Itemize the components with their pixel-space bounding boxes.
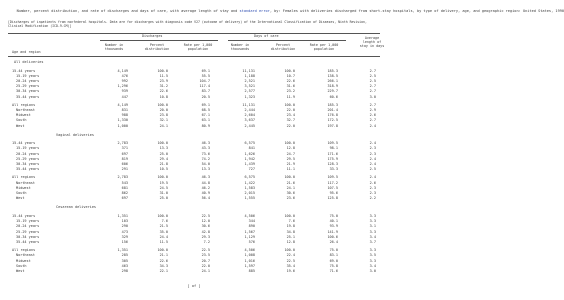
table-cell-alos: 2.7	[369, 68, 376, 73]
row-label: South	[16, 191, 27, 195]
row-label: 15-19 years	[16, 219, 40, 224]
table-cell-alos: 3.3	[369, 219, 376, 224]
table-cell-d-rate: 40.9	[201, 191, 210, 195]
discharges-group-header: Discharges	[142, 34, 163, 38]
table-cell-d-pct: 24.1	[159, 123, 168, 128]
table-cell-c-num: 1,016	[244, 258, 255, 263]
table-cell-c-rate: 83.1	[329, 253, 338, 258]
table-cell-c-num: 1,626	[244, 151, 255, 156]
table-cell-c-rate: 266.1	[327, 78, 338, 83]
table-cell-d-num: 329	[121, 234, 128, 239]
table-cell-c-rate: 107.5	[327, 185, 338, 190]
row-label: South	[16, 118, 27, 123]
table-cell-c-rate: 175.9	[327, 156, 338, 161]
table-cell-alos: 2.5	[369, 73, 376, 78]
row-label: Northeast	[16, 253, 35, 258]
row-label: 15-19 years	[16, 146, 40, 151]
row-label: West	[16, 196, 25, 201]
row-label: 35-44 years	[16, 239, 40, 244]
table-cell-d-pct: 100.0	[157, 141, 168, 146]
row-label: Northeast	[16, 180, 35, 185]
table-cell-d-num: 681	[121, 185, 128, 190]
table-cell-c-num: 576	[248, 239, 255, 244]
days-of-care-group-header: Days of care	[254, 34, 279, 38]
table-cell-alos: 2.7	[369, 89, 376, 94]
row-label: 20-24 years	[16, 78, 40, 83]
row-label: 15-44 years	[12, 68, 36, 73]
table-cell-d-num: 1,351	[117, 213, 128, 218]
table-cell-c-pct: 100.0	[284, 175, 295, 180]
table-cell-d-pct: 100.0	[157, 102, 168, 107]
table-cell-d-pct: 24.4	[159, 234, 168, 239]
table-cell-alos: 2.3	[369, 151, 376, 156]
table-cell-d-num: 543	[121, 180, 128, 185]
table-cell-c-pct: 12.8	[286, 239, 295, 244]
table-cell-c-pct: 24.7	[286, 151, 295, 156]
table-cell-d-num: 290	[121, 224, 128, 229]
table-cell-c-pct: 22.0	[286, 123, 295, 128]
table-cell-c-pct: 100.0	[284, 248, 295, 253]
table-cell-c-pct: 23.6	[286, 196, 295, 201]
table-cell-d-num: 992	[121, 78, 128, 83]
table-cell-d-num: 697	[121, 151, 128, 156]
table-cell-c-pct: 29.5	[286, 156, 295, 161]
table-cell-c-num: 1,129	[244, 234, 255, 239]
days-percent-header: Percent distribution	[270, 43, 296, 51]
table-cell-c-rate: 128.3	[327, 162, 338, 166]
table-cell-alos: 2.6	[369, 113, 376, 118]
days-number-header: Number in thousands	[230, 43, 250, 51]
table-cell-c-num: 1,597	[244, 263, 255, 268]
table-cell-c-rate: 201.4	[327, 107, 338, 112]
table-cell-c-rate: 60.6	[329, 94, 338, 99]
row-label: Midwest	[16, 113, 31, 118]
table-cell-c-rate: 109.5	[327, 175, 338, 180]
table-cell-d-rate: 80.9	[201, 123, 210, 128]
row-label: All regions	[12, 175, 36, 180]
table-cell-c-num: 344	[248, 219, 255, 224]
table-cell-alos: 2.4	[369, 156, 376, 161]
title-suffix: , by: Females with deliveries discharged from short-stay hospitals, by type of delivery, age, and geographic region: United States, 1990	[269, 8, 564, 13]
table-cell-alos: 3.0	[369, 94, 376, 99]
table-cell-d-pct: 10.5	[159, 167, 168, 172]
table-cell-alos: 2.4	[369, 123, 376, 128]
table-cell-d-num: 1,351	[117, 248, 128, 253]
discharges-group-rule	[100, 40, 218, 41]
table-cell-c-num: 841	[248, 146, 255, 151]
row-label: 25-29 years	[16, 84, 40, 89]
table-cell-c-pct: 35.4	[286, 263, 295, 268]
table-cell-c-num: 11,131	[242, 102, 255, 107]
table-cell-d-pct: 20.0	[159, 107, 168, 112]
table-cell-c-num: 2,521	[244, 78, 255, 83]
table-cell-d-pct: 100.0	[157, 213, 168, 218]
table-cell-c-rate: 229.7	[327, 89, 338, 94]
row-label: 20-24 years	[16, 151, 40, 156]
table-cell-c-rate: 100.6	[327, 234, 338, 239]
table-cell-d-rate: 22.5	[201, 248, 210, 253]
table-cell-d-pct: 32.1	[159, 118, 168, 123]
table-cell-d-pct: 22.6	[159, 89, 168, 94]
table-cell-alos: 3.0	[369, 268, 376, 273]
table-cell-d-num: 988	[121, 113, 128, 118]
table-title	[8, 6, 564, 17]
row-label: 20-24 years	[16, 224, 40, 229]
table-cell-c-pct: 25.1	[286, 234, 295, 239]
table-cell-alos: 2.4	[369, 162, 376, 166]
table-cell-alos: 3.3	[369, 248, 376, 253]
table-cell-c-pct: 34.8	[286, 229, 295, 234]
table-cell-c-num: 2,015	[244, 191, 255, 195]
page-footer: [ of ]	[187, 284, 201, 288]
table-cell-d-num: 291	[121, 167, 128, 172]
table-cell-c-pct: 11.9	[286, 94, 295, 99]
table-cell-d-rate: 117.4	[199, 84, 210, 89]
table-cell-d-rate: 74.2	[201, 156, 210, 161]
table-cell-alos: 2.3	[369, 191, 376, 195]
table-cell-d-rate: 24.1	[201, 268, 210, 273]
section-title: All deliveries	[14, 60, 44, 64]
table-cell-d-pct: 24.5	[159, 185, 168, 190]
table-cell-d-rate: 46.3	[201, 141, 210, 146]
table-cell-d-rate: 7.2	[203, 239, 210, 244]
table-cell-c-rate: 95.6	[329, 191, 338, 195]
table-cell-d-rate: 29.3	[201, 234, 210, 239]
table-cell-d-pct: 34.3	[159, 263, 168, 268]
table-cell-d-pct: 21.8	[159, 162, 168, 166]
table-cell-c-pct: 11.1	[286, 167, 295, 172]
table-cell-c-num: 3,637	[244, 118, 255, 123]
table-cell-alos: 3.4	[369, 234, 376, 239]
table-cell-d-rate: 55.5	[201, 73, 210, 78]
table-cell-d-num: 371	[121, 146, 128, 151]
table-cell-d-rate: 30.6	[201, 224, 210, 229]
table-cell-c-num: 2,604	[244, 113, 255, 118]
table-cell-c-rate: 75.0	[329, 248, 338, 253]
table-cell-c-pct: 23.2	[286, 89, 295, 94]
row-label: 35-44 years	[16, 94, 40, 99]
table-cell-d-rate: 22.0	[201, 263, 210, 268]
table-cell-d-num: 103	[121, 219, 128, 224]
table-cell-d-pct: 19.5	[159, 180, 168, 185]
table-cell-c-num: 6,575	[244, 141, 255, 146]
table-cell-alos: 2.7	[369, 84, 376, 89]
table-cell-d-num: 606	[121, 162, 128, 166]
table-cell-d-rate: 23.5	[201, 253, 210, 258]
table-cell-d-rate: 83.7	[201, 89, 210, 94]
table-cell-c-pct: 22.5	[286, 258, 295, 263]
table-cell-d-pct: 21.5	[159, 224, 168, 229]
row-label: 15-44 years	[12, 213, 36, 218]
table-cell-d-rate: 67.1	[201, 113, 210, 118]
table-cell-c-pct: 21.9	[286, 162, 295, 166]
table-cell-c-rate: 75.0	[329, 213, 338, 218]
table-cell-d-rate: 46.2	[201, 185, 210, 190]
table-cell-c-num: 11,131	[242, 68, 255, 73]
row-label: South	[16, 263, 27, 268]
table-cell-c-num: 6,575	[244, 175, 255, 180]
table-cell-c-rate: 26.4	[329, 239, 338, 244]
table-cell-d-num: 1,296	[117, 84, 128, 89]
table-cell-d-num: 939	[121, 89, 128, 94]
discharges-rate-header: Rate per 1,000 population	[183, 43, 213, 51]
table-cell-c-pct: 100.0	[284, 213, 295, 218]
table-cell-d-rate: 44.8	[201, 180, 210, 185]
table-cell-d-num: 4,149	[117, 102, 128, 107]
table-cell-d-num: 298	[121, 268, 128, 273]
table-cell-c-pct: 21.6	[286, 180, 295, 185]
table-cell-alos: 2.9	[369, 107, 376, 112]
table-cell-d-pct: 11.5	[159, 73, 168, 78]
table-cell-alos: 3.4	[369, 263, 376, 268]
table-cell-alos: 2.5	[369, 167, 376, 172]
row-label: Midwest	[16, 185, 31, 190]
row-label: 30-34 years	[16, 162, 40, 166]
table-cell-c-rate: 197.8	[327, 123, 338, 128]
table-cell-d-num: 862	[121, 191, 128, 195]
table-cell-c-num: 1,942	[244, 156, 255, 161]
table-cell-d-pct: 7.6	[161, 219, 168, 224]
table-cell-d-num: 2,783	[117, 141, 128, 146]
table-cell-d-pct: 21.1	[159, 253, 168, 258]
table-cell-c-pct: 24.1	[286, 185, 295, 190]
table-cell-c-num: 4,506	[244, 213, 255, 218]
table-cell-alos: 2.4	[369, 141, 376, 146]
table-cell-c-rate: 33.3	[329, 167, 338, 172]
row-label: 35-44 years	[16, 167, 40, 172]
row-label: All regions	[12, 248, 36, 253]
table-cell-c-num: 2,445	[244, 123, 255, 128]
table-cell-d-num: 447	[121, 94, 128, 99]
table-cell-c-num: 2,444	[244, 107, 255, 112]
row-label: Midwest	[16, 258, 31, 263]
table-cell-c-rate: 69.0	[329, 258, 338, 263]
table-cell-d-num: 1,000	[117, 123, 128, 128]
table-cell-d-rate: 69.1	[201, 68, 210, 73]
table-cell-c-num: 727	[248, 167, 255, 172]
table-cell-c-rate: 171.6	[327, 151, 338, 156]
table-cell-c-num: 1,555	[244, 196, 255, 201]
row-label: 30-34 years	[16, 234, 40, 239]
table-cell-d-num: 156	[121, 239, 128, 244]
days-rate-header: Rate per 1,000 population	[309, 43, 339, 51]
table-cell-c-rate: 117.2	[327, 180, 338, 185]
table-cell-c-pct: 10.7	[286, 73, 295, 78]
table-cell-c-num: 4,506	[244, 248, 255, 253]
header-bottom-rule	[8, 56, 380, 57]
table-cell-d-num: 4,149	[117, 68, 128, 73]
table-cell-c-num: 1,323	[244, 94, 255, 99]
table-cell-c-num: 1,439	[244, 162, 255, 166]
section-title: Vaginal deliveries	[56, 132, 94, 137]
table-cell-c-pct: 30.6	[286, 191, 295, 195]
header-top-rule	[8, 33, 380, 34]
discharges-number-header: Number in thousands	[104, 43, 124, 51]
table-cell-c-pct: 19.6	[286, 268, 295, 273]
table-cell-c-pct: 100.0	[284, 141, 295, 146]
table-cell-c-pct: 19.8	[286, 224, 295, 229]
table-cell-c-pct: 23.4	[286, 113, 295, 118]
standard-error-link[interactable]: standard error	[239, 8, 270, 13]
table-cell-d-pct: 31.2	[159, 84, 168, 89]
table-cell-d-rate: 13.3	[201, 167, 210, 172]
table-cell-d-num: 476	[121, 73, 128, 78]
table-cell-d-pct: 10.8	[159, 94, 168, 99]
average-los-header: Average length of stay in days	[359, 36, 385, 48]
table-cell-c-rate: 138.5	[327, 73, 338, 78]
table-cell-c-num: 1,583	[244, 185, 255, 190]
table-cell-d-pct: 35.0	[159, 229, 168, 234]
table-cell-c-rate: 93.9	[329, 224, 338, 229]
row-label: 25-29 years	[16, 156, 40, 161]
table-cell-alos: 2.2	[369, 196, 376, 201]
table-cell-alos: 3.3	[369, 229, 376, 234]
table-cell-c-pct: 22.0	[286, 107, 295, 112]
table-cell-c-rate: 172.5	[327, 118, 338, 123]
table-cell-c-pct: 31.6	[286, 84, 295, 89]
table-cell-c-num: 1,422	[244, 180, 255, 185]
table-cell-d-pct: 13.3	[159, 146, 168, 151]
table-cell-c-rate: 40.1	[329, 219, 338, 224]
days-of-care-group-rule	[228, 40, 346, 41]
table-cell-alos: 2.5	[369, 78, 376, 83]
table-note: [Discharges of inpatients from nonfederal hospitals. Data are for discharges with diagnosis code V27 (outcome of delivery) of the International Classification of Diseases, Ninth Revision, Clinical Modification (ICD-9-CM)]	[8, 20, 367, 29]
table-cell-d-pct: 22.6	[159, 258, 168, 263]
table-cell-d-pct: 25.0	[159, 151, 168, 156]
table-cell-d-rate: 56.4	[201, 196, 210, 201]
table-cell-c-num: 1,008	[244, 253, 255, 258]
table-cell-c-num: 1,188	[244, 73, 255, 78]
table-cell-c-num: 890	[248, 224, 255, 229]
table-cell-d-num: 831	[121, 107, 128, 112]
row-label: 25-29 years	[16, 229, 40, 234]
section-title: Cesarean deliveries	[56, 205, 97, 210]
table-cell-c-rate: 75.8	[329, 263, 338, 268]
row-label: 30-34 years	[16, 89, 40, 94]
table-cell-c-rate: 318.9	[327, 84, 338, 89]
table-cell-d-rate: 22.5	[201, 213, 210, 218]
table-cell-c-rate: 176.8	[327, 113, 338, 118]
table-cell-d-num: 463	[121, 263, 128, 268]
table-cell-d-rate: 73.6	[201, 151, 210, 156]
table-cell-alos: 3.7	[369, 239, 376, 244]
table-cell-alos: 2.7	[369, 118, 376, 123]
table-cell-d-num: 473	[121, 229, 128, 234]
table-cell-c-rate: 98.1	[329, 146, 338, 151]
row-label: 15-19 years	[16, 73, 40, 78]
table-cell-d-pct: 23.9	[159, 78, 168, 83]
table-cell-alos: 3.1	[369, 224, 376, 229]
table-cell-c-pct: 100.0	[284, 68, 295, 73]
table-cell-c-pct: 7.6	[288, 219, 295, 224]
table-cell-c-rate: 141.9	[327, 229, 338, 234]
table-cell-d-pct: 22.1	[159, 268, 168, 273]
table-cell-alos: 2.6	[369, 180, 376, 185]
title-prefix: Number, percent distribution, and rate of discharges and days of care, with average length of stay and	[16, 8, 240, 13]
table-cell-d-num: 285	[121, 253, 128, 258]
table-cell-d-num: 1,330	[117, 118, 128, 123]
table-cell-d-pct: 11.5	[159, 239, 168, 244]
discharges-percent-header: Percent distribution	[144, 43, 170, 51]
table-cell-alos: 3.3	[369, 258, 376, 263]
table-cell-alos: 2.3	[369, 146, 376, 151]
table-cell-d-pct: 23.8	[159, 113, 168, 118]
table-cell-d-pct: 25.0	[159, 196, 168, 201]
row-label: West	[16, 268, 25, 273]
table-cell-c-pct: 100.0	[284, 102, 295, 107]
row-label: All regions	[12, 102, 36, 107]
table-cell-d-num: 2,783	[117, 175, 128, 180]
row-label: 15-44 years	[12, 141, 36, 146]
table-cell-d-rate: 68.5	[201, 107, 210, 112]
table-cell-d-pct: 31.0	[159, 191, 168, 195]
table-cell-d-pct: 100.0	[157, 68, 168, 73]
table-cell-c-num: 885	[248, 268, 255, 273]
table-cell-d-rate: 104.7	[199, 78, 210, 83]
table-cell-c-rate: 185.3	[327, 102, 338, 107]
table-cell-alos: 2.3	[369, 185, 376, 190]
table-cell-alos: 3.5	[369, 253, 376, 258]
table-cell-c-rate: 109.5	[327, 141, 338, 146]
age-region-header: Age and region	[12, 50, 41, 54]
table-cell-c-pct: 22.6	[286, 78, 295, 83]
table-cell-d-rate: 69.1	[201, 102, 210, 107]
table-cell-d-rate: 54.0	[201, 162, 210, 166]
table-cell-d-pct: 100.0	[157, 248, 168, 253]
table-cell-c-pct: 12.8	[286, 146, 295, 151]
table-cell-d-num: 697	[121, 196, 128, 201]
table-cell-c-num: 1,567	[244, 229, 255, 234]
table-cell-c-rate: 125.8	[327, 196, 338, 201]
table-cell-c-pct: 22.4	[286, 253, 295, 258]
table-cell-d-rate: 12.0	[201, 219, 210, 224]
table-cell-d-rate: 46.3	[201, 175, 210, 180]
table-cell-alos: 2.7	[369, 102, 376, 107]
table-cell-d-pct: 100.0	[157, 175, 168, 180]
table-cell-c-num: 3,521	[244, 84, 255, 89]
row-label: Northeast	[16, 107, 35, 112]
table-cell-d-pct: 29.4	[159, 156, 168, 161]
table-cell-d-num: 305	[121, 258, 128, 263]
table-cell-alos: 3.3	[369, 213, 376, 218]
row-label: West	[16, 123, 25, 128]
table-cell-d-rate: 20.5	[201, 94, 210, 99]
table-cell-d-num: 819	[121, 156, 128, 161]
table-cell-c-num: 2,577	[244, 89, 255, 94]
table-cell-c-pct: 32.7	[286, 118, 295, 123]
table-cell-d-rate: 20.7	[201, 258, 210, 263]
table-cell-d-rate: 63.1	[201, 118, 210, 123]
table-cell-d-rate: 42.8	[201, 229, 210, 234]
table-cell-d-rate: 43.3	[201, 146, 210, 151]
table-cell-c-rate: 185.3	[327, 68, 338, 73]
table-cell-c-rate: 71.6	[329, 268, 338, 273]
table-cell-alos: 2.4	[369, 175, 376, 180]
